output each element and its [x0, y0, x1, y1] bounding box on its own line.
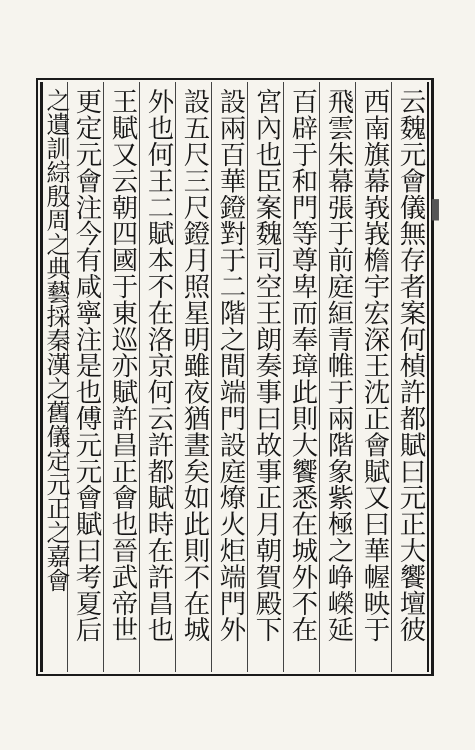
margin-ink-mark: ▌	[432, 200, 446, 221]
text-column-1: 云魏元會儀無存者案何楨許都賦曰元正大饗壇彼	[395, 88, 426, 643]
text-column-6: 設兩百華鐙對于二階之間端門設庭燎火炬端門外	[215, 88, 246, 643]
text-column-2: 西南旗幕峩峩檐宇宏深王沈正會賦又曰華幄映于	[359, 88, 390, 643]
text-column-9: 王賦又云朝四國于東巡亦賦許昌正會也晉武帝世	[107, 88, 138, 643]
text-column-7: 設五尺三尺鐙月照星明雖夜猶晝矣如此則不在城	[179, 88, 210, 643]
text-column-5: 宮內也臣案魏司空王朗奏事曰故事正月朝賀殿下	[251, 88, 282, 643]
text-column-3: 飛雲朱幕張于前庭絙青帷于兩階象紫極之峥嶸延	[323, 88, 354, 643]
text-column-8: 外也何王二賦本不在洛京何云許都賦時在許昌也	[143, 88, 174, 643]
text-column-11: 之遺訓綜殷周之典藝採秦漢之舊儀定元正之嘉會	[42, 88, 70, 592]
text-column-4: 百辟于和門等尊卑而奉璋此則大饗悉在城外不在	[287, 88, 318, 643]
text-column-10: 更定元會注今有咸寧注是也傅元元會賦曰考夏后	[71, 88, 102, 643]
